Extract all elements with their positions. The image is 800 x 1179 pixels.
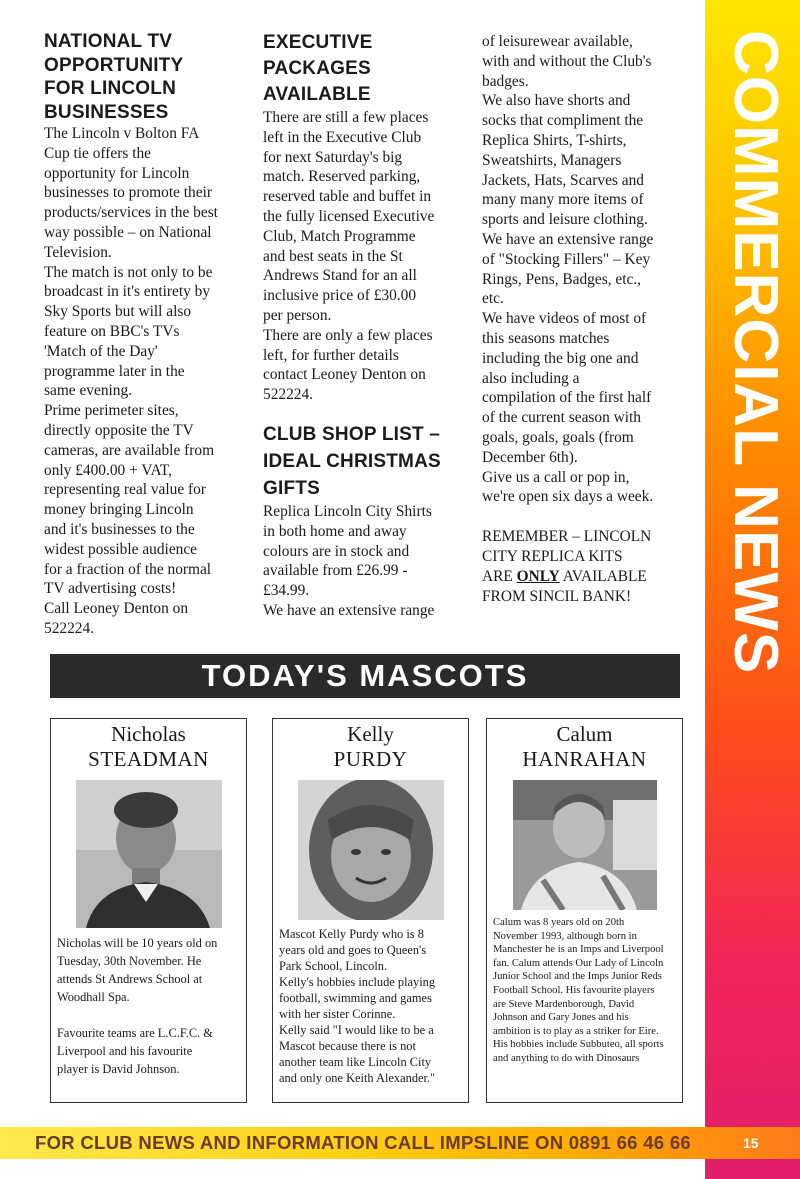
mascot-caption: Calum was 8 years old on 20th November 1993, although born in Manchester he is an Imps and Liverpool fan. Calum attends Our Lady of Lincoln Junior School and the Imps Junior Reds Football School. His favourite players are Steve Mardenborough, David Johnson and Gary Jones and his ambition is to play as a striker for Eire. His hobbies include Subbuteo, all sports and anything to do with Dinosaurs xyxy=(493,917,664,1064)
mascot-photo xyxy=(513,780,657,910)
replica-kit-notice xyxy=(482,527,687,606)
heading-club-shop: CLUB SHOP LIST – IDEAL CHRISTMAS GIFTS xyxy=(263,423,441,499)
article-club-shop-continued xyxy=(482,32,687,606)
notice-text: AVAILABLE xyxy=(559,567,647,585)
notice-emphasis: ONLY xyxy=(516,567,560,585)
heading-executive-packages: EXECUTIVE PACKAGES AVAILABLE xyxy=(263,32,373,105)
paragraph: The match is not only to be broadcast in it's entirety by Sky Sports but will also feature on BBC's TVs 'Match of the Day' programme later in the same evening. xyxy=(44,263,213,400)
paragraph: There are only a few places left, for further details contact Leoney Denton on 522224. xyxy=(263,326,433,404)
mascot-surname: STEADMAN xyxy=(88,747,209,771)
heading-national-tv: NATIONAL TV OPPORTUNITY FOR LINCOLN BUSINESSES xyxy=(44,31,184,123)
paragraph: We have an extensive range xyxy=(263,601,435,619)
sidebar-title: COMMERCIAL NEWS xyxy=(721,30,790,675)
mascot-surname: PURDY xyxy=(333,747,408,771)
paragraph: of leisurewear available, with and without the Club's badges. xyxy=(482,33,652,90)
paragraph: Replica Lincoln City Shirts in both home and away colours are in stock and available from £26.99 - £34.99. xyxy=(263,502,432,600)
sidebar-commercial-news xyxy=(705,0,800,1179)
paragraph: Give us a call or pop in, we're open six days a week. xyxy=(482,468,654,506)
paragraph: We also have shorts and socks that compliment the Replica Shirts, T-shirts, Sweatshirts, Managers Jackets, Hats, Scarves and many many more items of sports and leisure clothing. xyxy=(482,92,648,229)
mascot-surname: HANRAHAN xyxy=(522,747,647,771)
mascot-first-name: Kelly xyxy=(347,722,394,746)
mascot-caption: Mascot Kelly Purdy who is 8 years old and goes to Queen's Park School, Lincoln. Kelly's hobbies include playing football, swimming and games with her sister Corinne. Kelly said "I would like to be a Mascot because there is not another team like Lincoln City and only one Keith Alexander." xyxy=(279,927,436,1085)
notice-line: CITY REPLICA KITS xyxy=(482,547,623,565)
mascot-first-name: Nicholas xyxy=(111,722,186,746)
mascot-caption: Nicholas will be 10 years old on Tuesday, 30th November. He attends St Andrews School at Woodhall Spa. Favourite teams are L.C.F.C. & Liverpool and his favourite player is David Johnson. xyxy=(57,936,218,1076)
mascot-photo xyxy=(76,780,222,928)
notice-line xyxy=(482,567,687,587)
footer-bar xyxy=(0,1127,800,1159)
impsline-info: FOR CLUB NEWS AND INFORMATION CALL IMPSLINE ON 0891 66 46 66 xyxy=(35,1132,691,1153)
paragraph: Prime perimeter sites, directly opposite the TV cameras, are available from only £400.00 + VAT, representing real value for money bringing Lincoln and it's businesses to the widest possible audience for a fraction of the normal TV advertising costs! xyxy=(44,402,215,598)
article-national-tv xyxy=(44,30,244,639)
mascot-photo xyxy=(298,780,444,920)
paragraph: We have videos of most of this seasons matches including the big one and also including a compilation of the first half of the current season with goals, goals, goals (from December 6th). xyxy=(482,310,652,466)
mascot-card xyxy=(486,718,683,1103)
notice-text: ARE xyxy=(482,567,517,585)
mascots-banner xyxy=(50,654,680,698)
paragraph: There are still a few places left in the Executive Club for next Saturday's big match. Reserved parking, reserved table and buffet in the fully licensed Executive Club, Match Programme and best seats in the St Andrews Stand for an all inclusive price of £30.00 per person. xyxy=(263,109,435,324)
paragraph: We have an extensive range of "Stocking Fillers" – Key Rings, Pens, Badges, etc., etc. xyxy=(482,230,654,308)
paragraph: The Lincoln v Bolton FA Cup tie offers the opportunity for Lincoln businesses to promote their products/services in the best way possible – on National Television. xyxy=(44,125,218,261)
notice-line: REMEMBER – LINCOLN xyxy=(482,528,652,546)
mascot-card xyxy=(50,718,247,1103)
article-executive-packages xyxy=(263,30,463,621)
mascot-first-name: Calum xyxy=(556,722,613,746)
page-number: 15 xyxy=(743,1135,759,1151)
mascots-banner-title: TODAY'S MASCOTS xyxy=(201,658,529,693)
mascot-card xyxy=(272,718,469,1103)
notice-line: FROM SINCIL BANK! xyxy=(482,587,632,605)
paragraph: Call Leoney Denton on 522224. xyxy=(44,600,189,637)
